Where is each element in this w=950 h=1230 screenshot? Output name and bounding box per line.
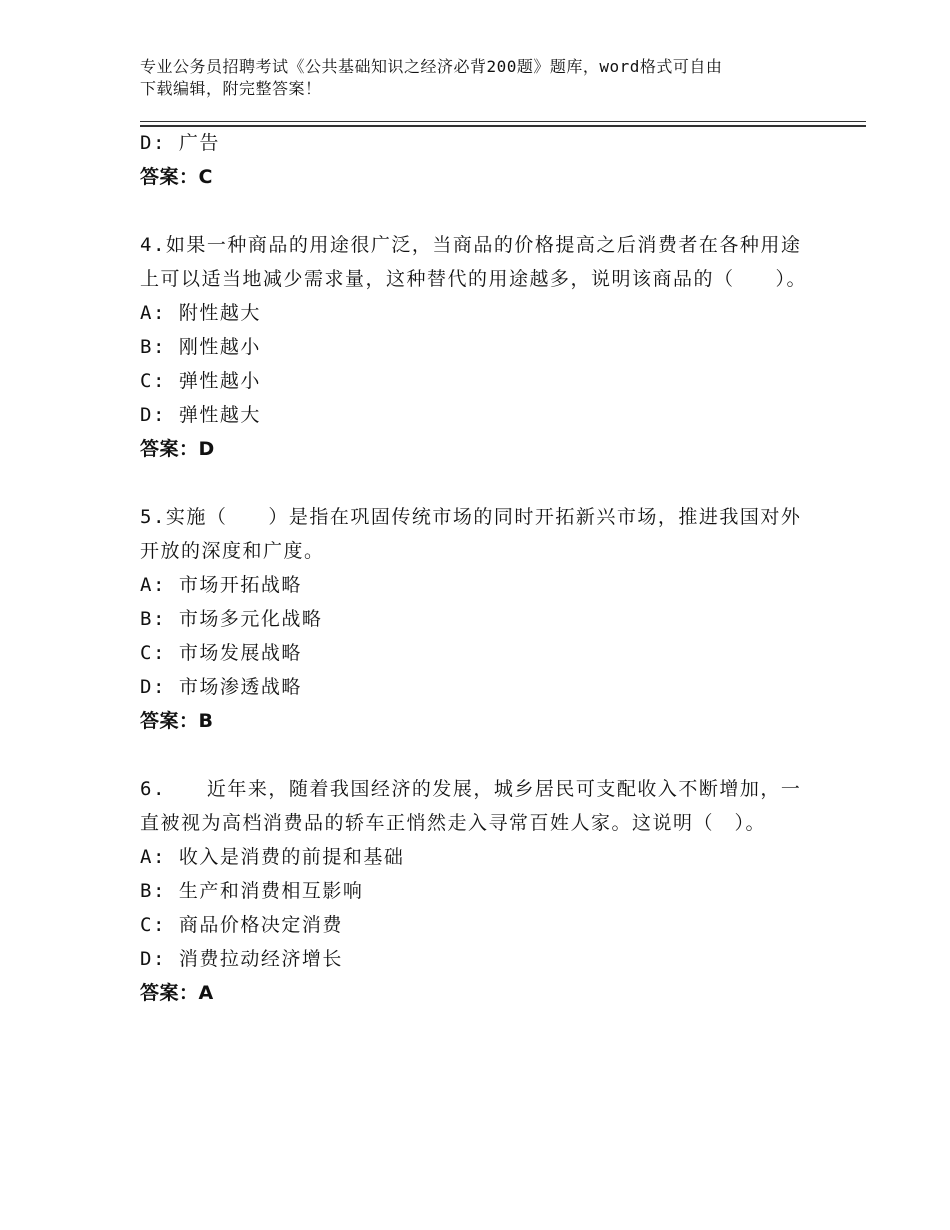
option-c: C: 商品价格决定消费 (140, 914, 343, 936)
header-line-2: 下载编辑，附完整答案！ (140, 79, 322, 98)
question-text: 4.如果一种商品的用途很广泛，当商品的价格提高之后消费者在各种用途上可以适当地减少需求量，这种替代的用途越多，说明该商品的（ ）。 (140, 234, 808, 290)
option-d: D: 市场渗透战略 (140, 676, 302, 698)
question-text: 6. 近年来，随着我国经济的发展，城乡居民可支配收入不断增加，一直被视为高档消费品的轿车正悄然走入寻常百姓人家。这说明（ ）。 (140, 778, 802, 834)
answer-line: 答案：C (140, 166, 213, 188)
page-header (140, 56, 820, 100)
option-d: D: 消费拉动经济增长 (140, 948, 343, 970)
question-6 (140, 772, 810, 1010)
question-5 (140, 500, 810, 738)
answer-line: 答案：B (140, 710, 214, 732)
option-a: A: 市场开拓战略 (140, 574, 302, 596)
question-text: 5.实施（ ）是指在巩固传统市场的同时开拓新兴市场，推进我国对外开放的深度和广度。 (140, 506, 802, 562)
option-b: B: 市场多元化战略 (140, 608, 323, 630)
answer-line: 答案：D (140, 438, 215, 460)
header-line-1: 专业公务员招聘考试《公共基础知识之经济必背200题》题库，word格式可自由 (140, 57, 723, 76)
option-c: C: 市场发展战略 (140, 642, 302, 664)
question-4 (140, 228, 810, 466)
option-c: C: 弹性越小 (140, 370, 261, 392)
option-d: D: 弹性越大 (140, 404, 261, 426)
header-rule-thin (140, 121, 866, 122)
option-b: B: 生产和消费相互影响 (140, 880, 364, 902)
option-d: D: 广告 (140, 132, 220, 154)
option-a: A: 附性越大 (140, 302, 261, 324)
option-a: A: 收入是消费的前提和基础 (140, 846, 405, 868)
option-b: B: 刚性越小 (140, 336, 261, 358)
document-body (140, 126, 810, 1010)
answer-line: 答案：A (140, 982, 214, 1004)
